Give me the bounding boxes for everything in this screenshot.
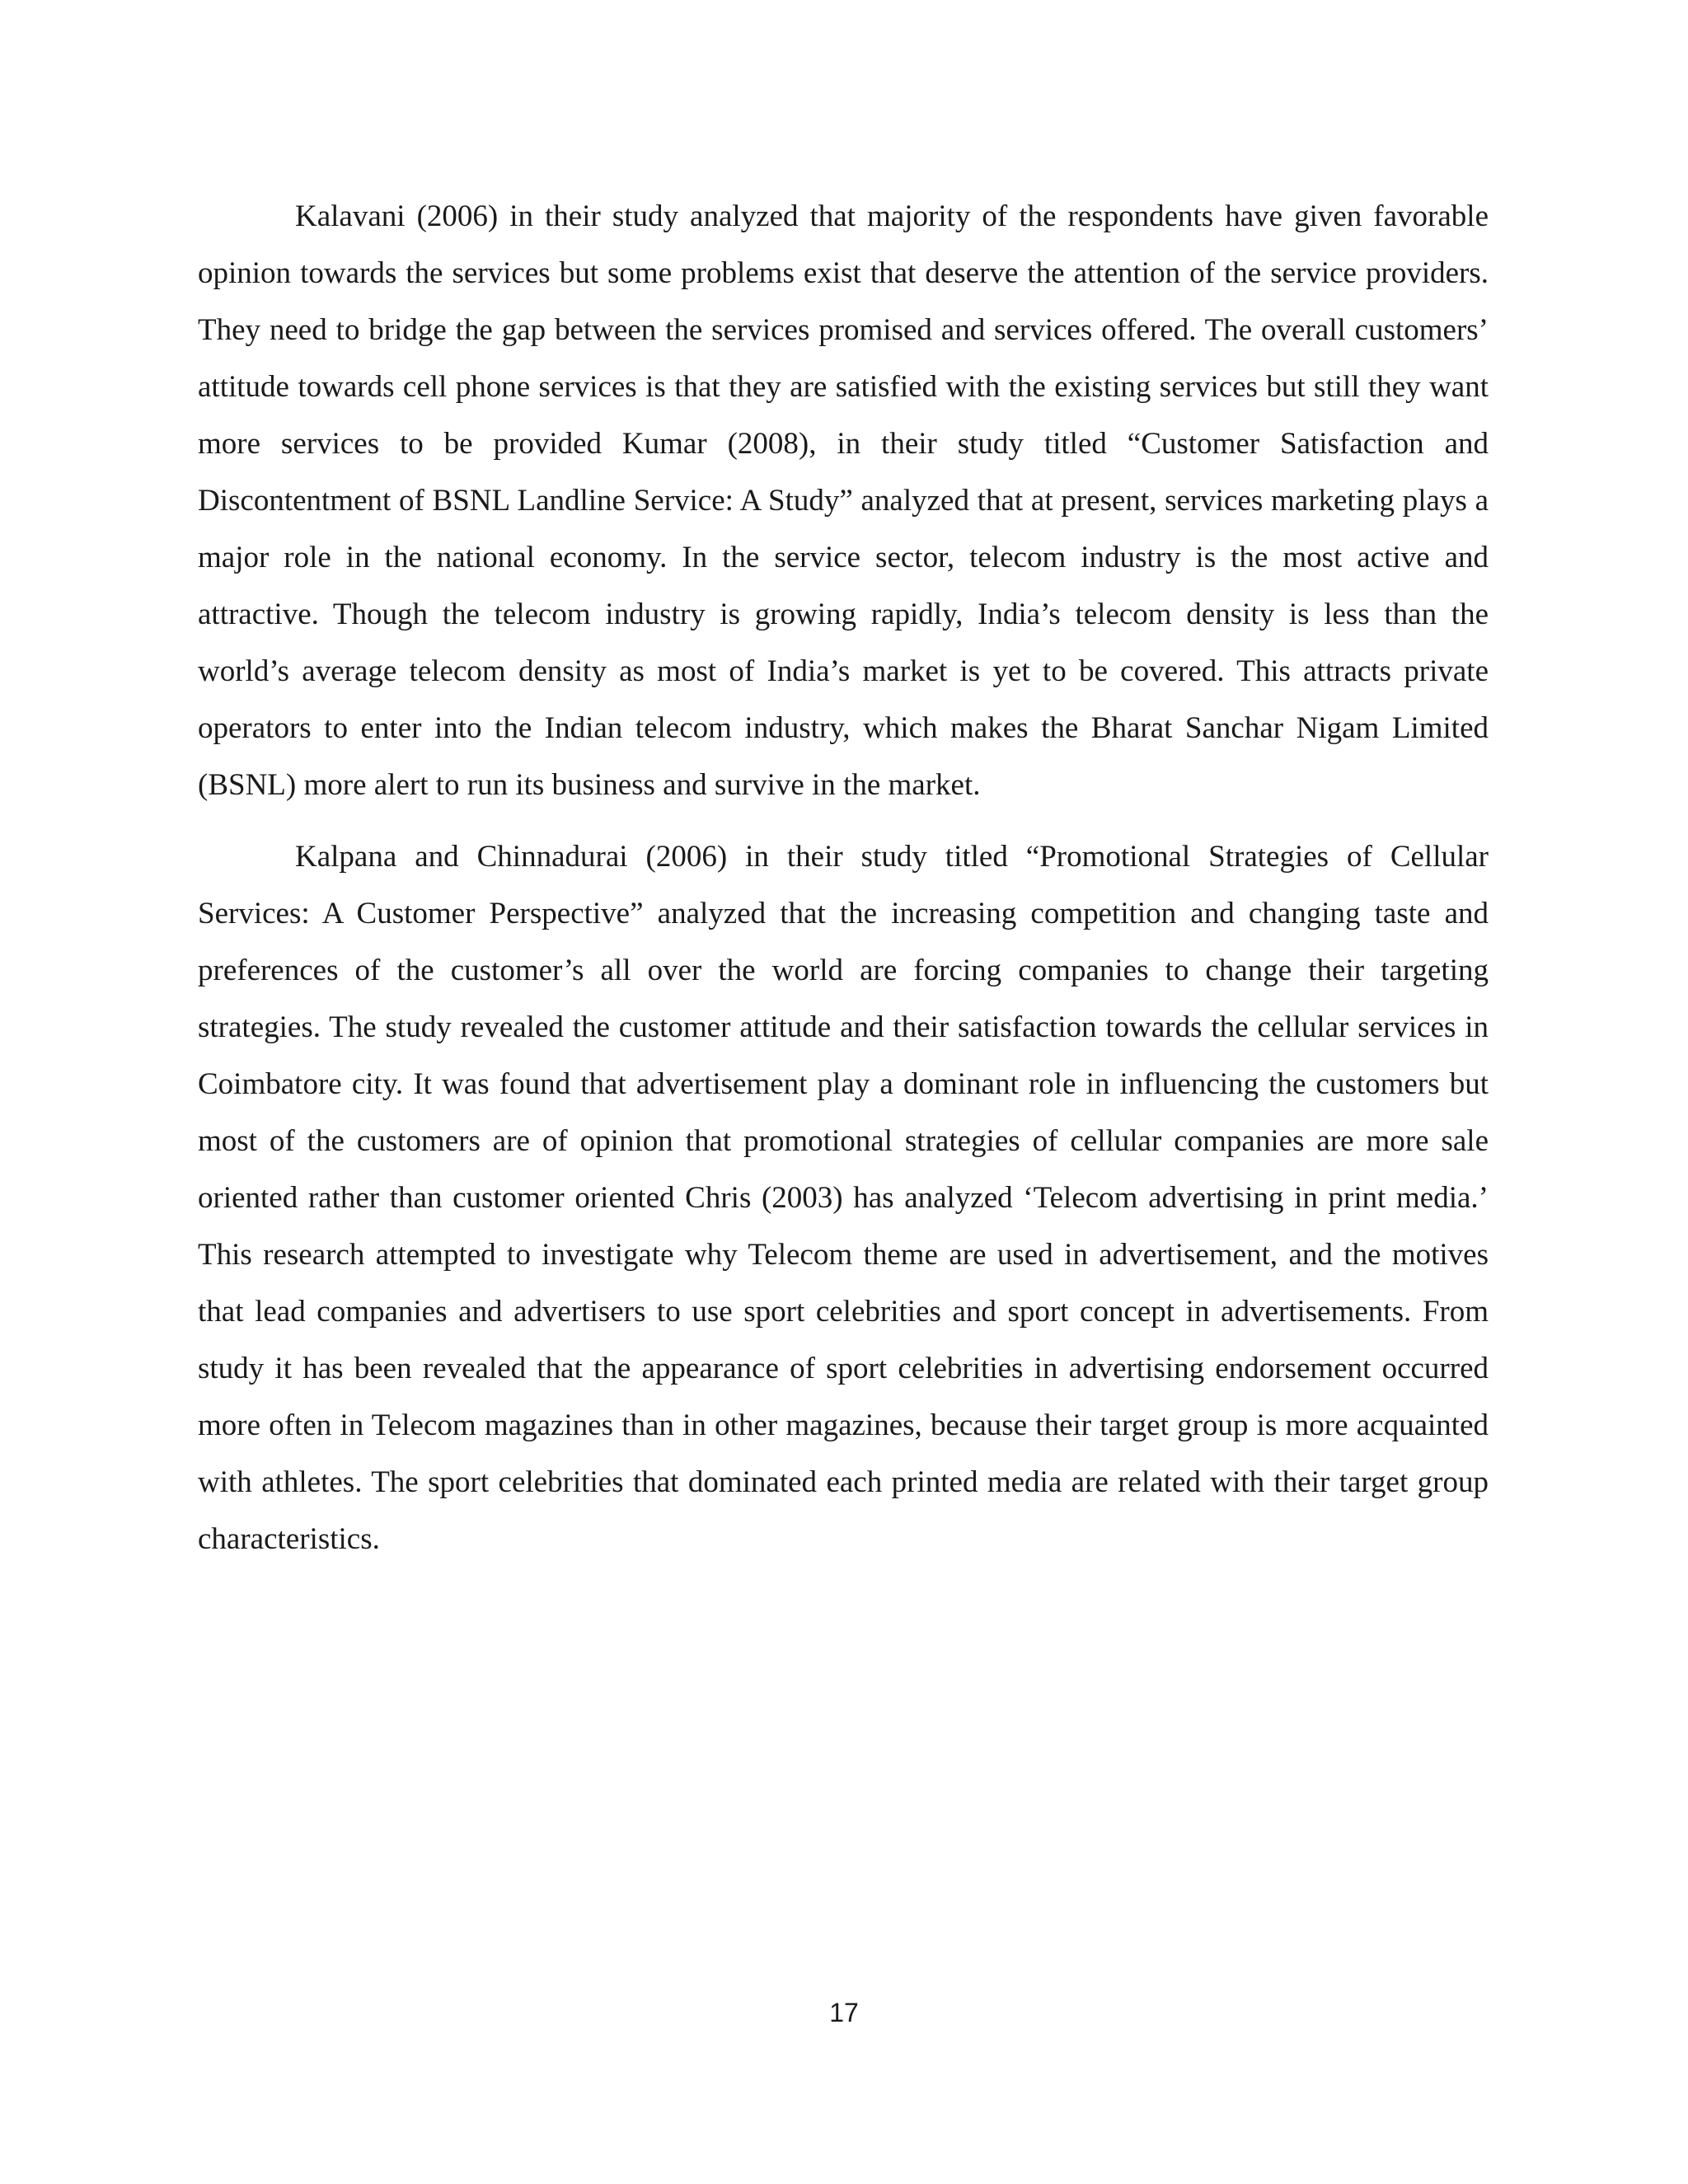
body-text [198, 188, 1489, 1568]
page-number: 17 [829, 1998, 859, 2027]
paragraph-kalpana: Kalpana and Chinnadurai (2006) in their study titled “Promotional Strategies of Cellular Services: A Customer Perspective” analyzed that the increasing competition and changing taste and preferences of the customer’s all over the world are forcing companies to change their targeting strategies. The study revealed the customer attitude and their satisfaction towards the cellular services in Coimbatore city. It was found that advertisement play a dominant role in influencing the customers but most of the customers are of opinion that promotional strategies of cellular companies are more sale oriented rather than customer oriented Chris (2003) has analyzed ‘Telecom advertising in print media.’ This research attempted to investigate why Telecom theme are used in advertisement, and the motives that lead companies and advertisers to use sport celebrities and sport concept in advertisements. From study it has been revealed that the appearance of sport celebrities in advertising endorsement occurred more often in Telecom magazines than in other magazines, because their target group is more acquainted with athletes. The sport celebrities that dominated each printed media are related with their target group characteristics. [198, 840, 1489, 1556]
paragraph-kalavani: Kalavani (2006) in their study analyzed that majority of the respondents have given favorable opinion towards the services but some problems exist that deserve the attention of the service providers. They need to bridge the gap between the services promised and services offered. The overall customers’ attitude towards cell phone services is that they are satisfied with the existing services but still they want more services to be provided Kumar (2008), in their study titled “Customer Satisfaction and Discontentment of BSNL Landline Service: A Study” analyzed that at present, services marketing plays a major role in the national economy. In the service sector, telecom industry is the most active and attractive. Though the telecom industry is growing rapidly, India’s telecom density is less than the world’s average telecom density as most of India’s market is yet to be covered. This attracts private operators to enter into the Indian telecom industry, which makes the Bharat Sanchar Nigam Limited (BSNL) more alert to run its business and survive in the market. [198, 199, 1489, 802]
